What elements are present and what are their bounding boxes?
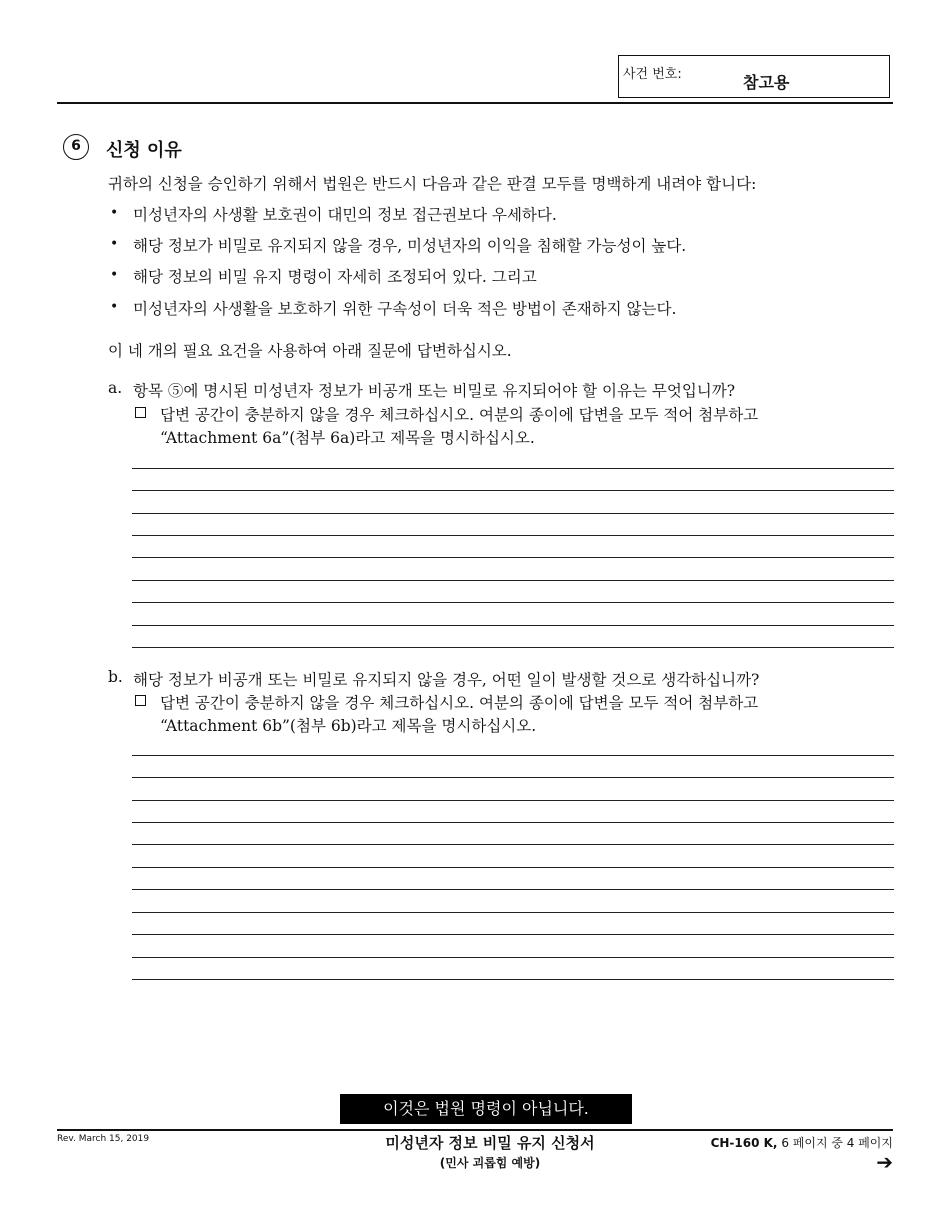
answer-line-b[interactable] [132, 844, 894, 845]
case-number-label: 사건 번호: [623, 67, 682, 82]
attachment-6b-instruction-line2: “Attachment 6b”(첨부 6b)라고 제목을 명시하십시오. [160, 717, 537, 735]
answer-line-a[interactable] [132, 580, 894, 581]
bullet-icon: • [110, 236, 119, 252]
answer-line-b[interactable] [132, 979, 894, 980]
answer-line-b[interactable] [132, 777, 894, 778]
header-divider [57, 102, 893, 104]
attachment-6b-instruction-line1: 답변 공간이 충분하지 않을 경우 체크하십시오. 여분의 종이에 답변을 모두 적어 첨부하고 [160, 694, 759, 712]
answer-line-a[interactable] [132, 468, 894, 469]
bullet-item: 해당 정보가 비밀로 유지되지 않을 경우, 미성년자의 이익을 침해할 가능성이 높다. [133, 237, 687, 255]
attachment-6a-instruction-line2: “Attachment 6a”(첨부 6a)라고 제목을 명시하십시오. [160, 429, 535, 447]
answer-line-b[interactable] [132, 957, 894, 958]
answer-line-a[interactable] [132, 490, 894, 491]
question-b-text: 해당 정보가 비공개 또는 비밀로 유지되지 않을 경우, 어떤 일이 발생할 것으로 생각하십니까? [133, 671, 760, 689]
answer-line-a[interactable] [132, 647, 894, 648]
attachment-6b-checkbox[interactable] [135, 695, 146, 706]
answer-line-b[interactable] [132, 934, 894, 935]
bullet-icon: • [110, 267, 119, 283]
question-b-label: b. [108, 668, 123, 686]
section-number-badge: 6 [63, 134, 89, 160]
form-subtitle: (민사 괴롭힘 예방) [439, 1156, 541, 1170]
answer-line-a[interactable] [132, 535, 894, 536]
bullet-icon: • [110, 205, 119, 221]
attachment-6a-instruction-line1: 답변 공간이 충분하지 않을 경우 체크하십시오. 여분의 종이에 답변을 모두 적어 첨부하고 [160, 406, 759, 424]
answer-line-b[interactable] [132, 912, 894, 913]
footer-divider [57, 1129, 893, 1131]
revision-date: Rev. March 15, 2019 [57, 1134, 150, 1144]
case-number-value[interactable]: 참고용 [743, 73, 790, 92]
attachment-6a-checkbox[interactable] [135, 407, 146, 418]
page-info: 6 페이지 중 4 페이지 [781, 1136, 893, 1150]
answer-line-b[interactable] [132, 867, 894, 868]
answer-line-b[interactable] [132, 800, 894, 801]
question-a-label: a. [108, 379, 123, 397]
section-intro: 귀하의 신청을 승인하기 위해서 법원은 반드시 다음과 같은 판결 모두를 명백하게 내려야 합니다: [108, 175, 757, 193]
bullet-item: 해당 정보의 비밀 유지 명령이 자세히 조정되어 있다. 그리고 [133, 268, 537, 286]
form-code: CH-160 K, [710, 1136, 778, 1150]
section-title: 신청 이유 [106, 140, 182, 161]
answer-line-a[interactable] [132, 513, 894, 514]
answer-line-b[interactable] [132, 755, 894, 756]
answer-line-a[interactable] [132, 557, 894, 558]
next-page-arrow-icon: ➔ [876, 1150, 893, 1174]
bullet-icon: • [110, 299, 119, 315]
bullet-item: 미성년자의 사생활 보호권이 대민의 정보 접근권보다 우세하다. [133, 206, 557, 224]
form-code-page-info [711, 1134, 893, 1151]
answer-line-a[interactable] [132, 625, 894, 626]
answer-line-b[interactable] [132, 822, 894, 823]
answer-line-b[interactable] [132, 889, 894, 890]
case-number-box [618, 55, 890, 98]
form-title: 미성년자 정보 비밀 유지 신청서 [385, 1134, 595, 1152]
bullet-item: 미성년자의 사생활을 보호하기 위한 구속성이 더욱 적은 방법이 존재하지 않는다. [133, 300, 677, 318]
instruction-text: 이 네 개의 필요 요건을 사용하여 아래 질문에 답변하십시오. [108, 342, 512, 360]
question-a-text: 항목 ⑤에 명시된 미성년자 정보가 비공개 또는 비밀로 유지되어야 할 이유는 무엇입니까? [133, 382, 736, 400]
answer-line-a[interactable] [132, 602, 894, 603]
not-court-order-banner: 이것은 법원 명령이 아닙니다. [340, 1094, 632, 1124]
